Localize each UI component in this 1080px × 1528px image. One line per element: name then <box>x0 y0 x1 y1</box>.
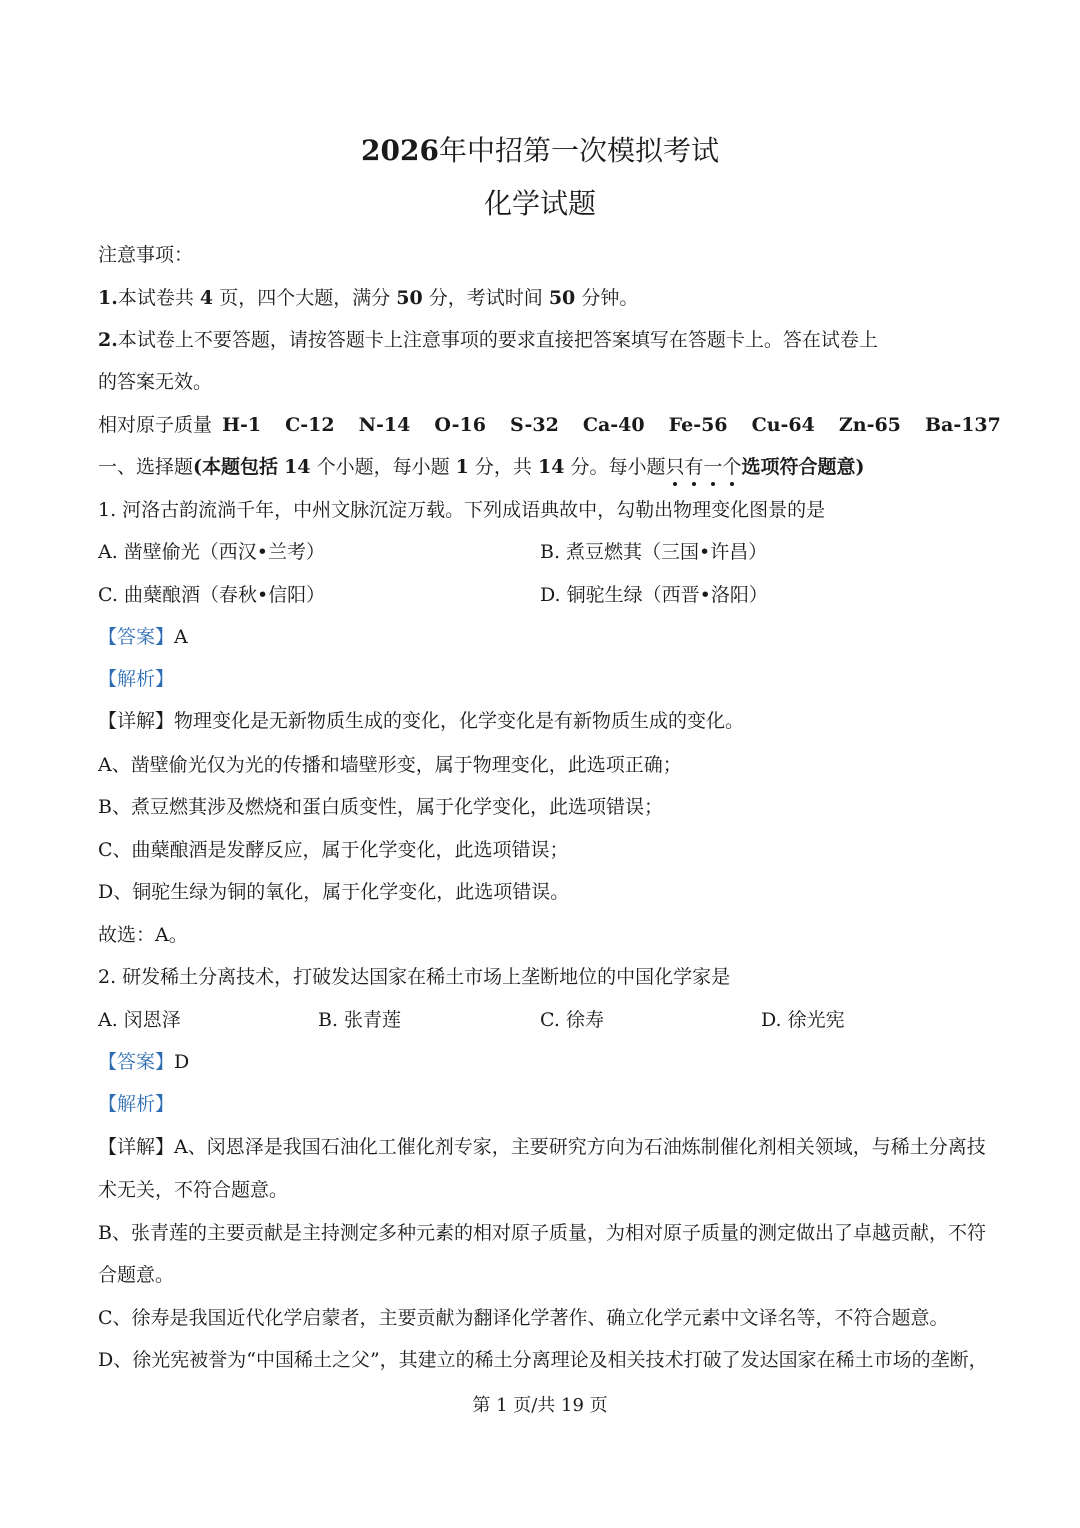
q2-option-d: D. 徐光宪 <box>761 1009 845 1031</box>
q1-detail-a: A、凿壁偷光仅为光的传播和墙壁形变，属于物理变化，此选项正确； <box>98 754 682 776</box>
q1-detail: 【详解】物理变化是无新物质生成的变化，化学变化是有新物质生成的变化。 <box>98 710 745 732</box>
q1-conclusion: 故选：A。 <box>98 924 188 946</box>
q1-option-d: D. 铜驼生绿（西晋•洛阳） <box>540 584 768 606</box>
emphasis-char: 有 <box>685 456 704 478</box>
notice-heading: 注意事项： <box>98 244 194 266</box>
atomic-mass-row <box>98 411 1019 439</box>
q1-option-b: B. 煮豆燃萁（三国•许昌） <box>540 541 768 563</box>
q1-answer: 【答案】A <box>98 626 188 648</box>
atomic-mass-value: C-12 <box>285 414 335 436</box>
atomic-mass-value: H-1 <box>222 414 262 436</box>
answer-tag: 【答案】 <box>98 1051 175 1073</box>
emphasis-char: 只 <box>665 456 684 478</box>
atomic-mass-value: Ba-137 <box>924 414 1001 436</box>
q2-detail-d: D、徐光宪被誉为“中国稀土之父”，其建立的稀土分离理论及相关技术打破了发达国家在稀土市场的垄断， <box>98 1349 988 1371</box>
q1-option-a: A. 凿壁偷光（西汉•兰考） <box>98 541 326 563</box>
atomic-mass-value: N-14 <box>358 414 411 436</box>
q2-detail-b: B、张青莲的主要贡献是主持测定多种元素的相对原子质量，为相对原子质量的测定做出了卓越贡献，不符 <box>98 1222 986 1244</box>
emphasis-char: 个 <box>723 456 742 478</box>
q2-option-b: B. 张青莲 <box>318 1009 402 1031</box>
q1-detail-b: B、煮豆燃萁涉及燃烧和蛋白质变性，属于化学变化，此选项错误； <box>98 796 663 818</box>
q2-stem: 2. 研发稀土分离技术，打破发达国家在稀土市场上垄断地位的中国化学家是 <box>98 966 731 988</box>
exam-title <box>0 133 1080 169</box>
atomic-mass-value: Cu-64 <box>751 414 815 436</box>
q2-answer: 【答案】D <box>98 1051 190 1073</box>
q2-option-a: A. 闵恩泽 <box>98 1009 181 1031</box>
q2-analysis-tag: 【解析】 <box>98 1093 175 1115</box>
q2-detail-a-cont: 术无关，不符合题意。 <box>98 1179 289 1201</box>
atomic-mass-value: S-32 <box>510 414 559 436</box>
q1-detail-c: C、曲蘖酿酒是发酵反应，属于化学变化，此选项错误； <box>98 839 569 861</box>
atomic-mass-value: Ca-40 <box>582 414 645 436</box>
q2-detail-c: C、徐寿是我国近代化学启蒙者，主要贡献为翻译化学著作、确立化学元素中文译名等，不符合题意。 <box>98 1307 949 1329</box>
answer-tag: 【答案】 <box>98 626 175 648</box>
q1-detail-d: D、铜驼生绿为铜的氧化，属于化学变化，此选项错误。 <box>98 881 570 903</box>
atomic-mass-value: O-16 <box>434 414 486 436</box>
emphasis-char: 一 <box>704 456 723 478</box>
notice-item-1: 1.本试卷共 4 页，四个大题，满分 50 分，考试时间 50 分钟。 <box>98 287 639 309</box>
q2-option-c: C. 徐寿 <box>540 1009 604 1031</box>
q1-stem: 1. 河洛古韵流淌千年，中州文脉沉淀万载。下列成语典故中，勾勒出物理变化图景的是 <box>98 499 826 521</box>
section-heading: 一、选择题(本题包括 14 个小题，每小题 1 分，共 14 分。每小题只 有 一 个 选项符合题意) <box>98 453 865 481</box>
exam-title-year: 2026 <box>361 134 439 167</box>
q2-detail-b-cont: 合题意。 <box>98 1264 175 1286</box>
page-number: 第 1 页/共 19 页 <box>472 1395 608 1416</box>
q2-detail-a: 【详解】A、闵恩泽是我国石油化工催化剂专家，主要研究方向为石油炼制催化剂相关领域，与稀土分离技 <box>98 1136 986 1158</box>
atomic-mass-value: Fe-56 <box>668 414 728 436</box>
atomic-mass-value: Zn-65 <box>838 414 901 436</box>
q1-analysis-tag: 【解析】 <box>98 668 175 690</box>
notice-item-2-cont: 的答案无效。 <box>98 371 213 393</box>
atomic-mass-label: 相对原子质量 <box>98 414 213 436</box>
q1-option-c: C. 曲蘖酿酒（春秋•信阳） <box>98 584 326 606</box>
exam-title-text: 年中招第一次模拟考试 <box>438 134 719 167</box>
exam-subtitle: 化学试题 <box>483 187 596 220</box>
notice-item-2: 2.本试卷上不要答题，请按答题卡上注意事项的要求直接把答案填写在答题卡上。答在试卷上 <box>98 329 878 351</box>
